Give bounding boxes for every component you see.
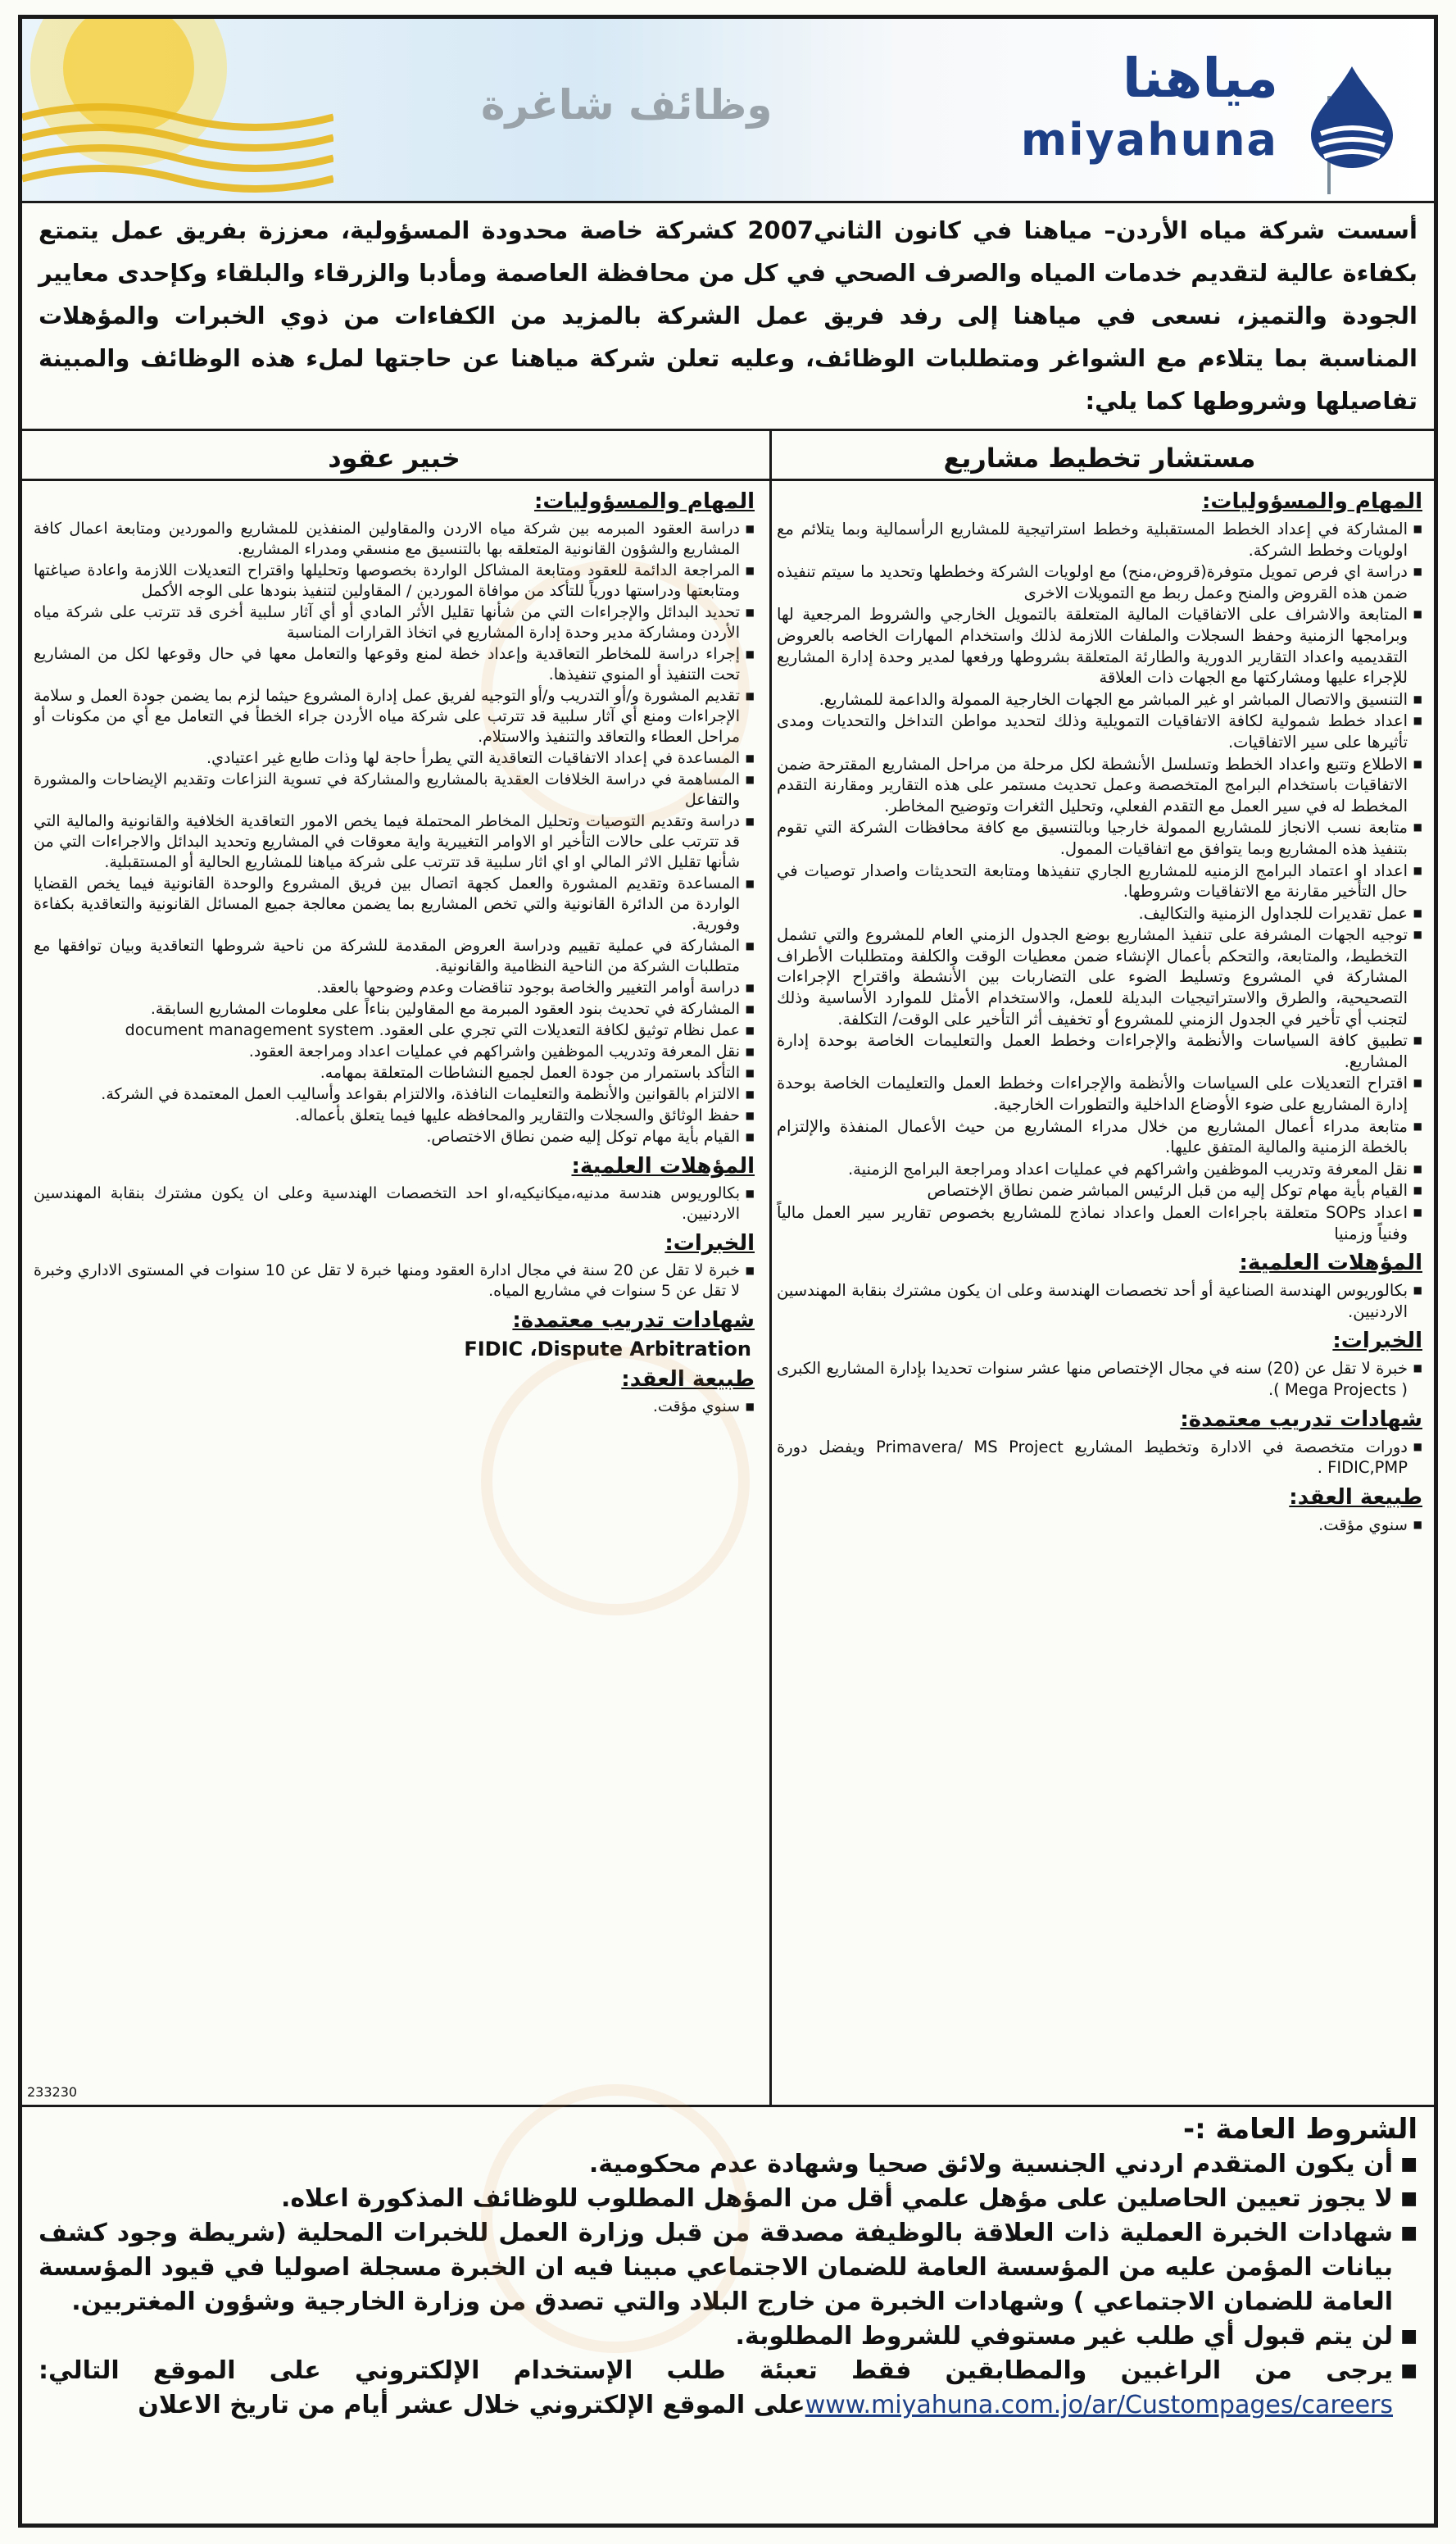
- list-item: ■ عمل نظام توثيق لكافة التعديلات التي تجري على العقود. document management system: [34, 1020, 755, 1041]
- list-item: ■ دراسة اي فرص تمويل متوفرة(قروض،منح) مع اولويات الشركة وخططها وتحديد ما سيتم تنفيذه ضمن هذه القروض والمنح وعمل ربط مع التمويلات الاخرى: [777, 561, 1422, 603]
- list-item: ■ المساعدة وتقديم المشورة والعمل كجهة اتصال بين فريق المشروع والوحدة القانونية فيما يخص القضايا الواردة من الدائرة القانونية والتي تخص المشاريع بما يضمن معالجة جميع المسائل القانونية والتعاقدية بكفاءة وفورية.: [34, 874, 755, 935]
- condition-item: ■ شهادات الخبرة العملية ذات العلاقة بالوظيفة مصدقة من قبل وزارة العمل للخبرات المحلية (شريطة وجود كشف بيانات المؤمن عليه من المؤسسة العامة للضمان الاجتماعي مبينا فيه ان الخبرة مسجلة اصوليا في قيود المؤسسة العامة للضمان الاجتماعي ) وشهادات الخبرة من خارج البلاد والتي تصدق من وزارة الخارجية وشؤون المغتربين.: [39, 2216, 1417, 2319]
- duties-list: [777, 519, 1422, 1244]
- list-item: ■ دورات متخصصة في الادارة وتخطيط المشاريع Primavera/ MS Project ويفضل دورة FIDIC,PMP .: [777, 1437, 1422, 1479]
- list-item: ■ المساهمة في دراسة الخلافات العقدية بالمشاريع والمشاركة في تسوية النزاعات وتقديم الإيضاحات والمشورة والتفاعل: [34, 770, 755, 811]
- list-item: ■ توجيه الجهات المشرفة على تنفيذ المشاريع بوضع الجدول الزمني العام للمشروع والتي تشمل التخطيط، والمتابعة، والتحكم بأعمال الإنشاء ضمن معطيات الوقت والكلفة ومتطلبات الأطراف المشاركة في المشروع وتسليط الضوء على التضاربات بين الأنشطة واقتراح الإجراءات التصحيحية، والطرق والاستراتيجيات البديلة للعمل، والاستخدام الأمثل للموارد الأساسية وذلك لتجنب أي تأخير في الجدول الزمني للمشروع أو تخفيف أثر التأخير على الوقت/ التكلفة.: [777, 924, 1422, 1029]
- contract-heading: طبيعة العقد:: [621, 1367, 755, 1392]
- condition-item: ■ أن يكون المتقدم اردني الجنسية ولائق صحيا وشهادة عدم محكومية.: [39, 2147, 1417, 2182]
- list-item: ■ سنوي مؤقت.: [34, 1397, 755, 1417]
- qualifications-list: [34, 1183, 755, 1224]
- job-project-planning: [765, 431, 1434, 2105]
- contract-heading: طبيعة العقد:: [1289, 1484, 1422, 1510]
- sun-waves-graphic: [22, 19, 333, 201]
- list-item: ■ نقل المعرفة وتدريب الموظفين واشراكهم في عمليات اعداد ومراجعة العقود.: [34, 1042, 755, 1062]
- training-heading: شهادات تدريب معتمدة:: [512, 1308, 755, 1333]
- list-item: ■ بكالوريوس الهندسة الصناعية أو أحد تخصصات الهندسة وعلى ان يكون مشترك بنقابة المهندسين الاردنيين.: [777, 1280, 1422, 1322]
- list-item: ■ اعداد SOPs متعلقة باجراءات العمل واعداد نماذج للمشاريع بخصوص تقارير سير العمل مالياً وفنياً وزمنيا: [777, 1202, 1422, 1244]
- list-item: ■ متابعة نسب الانجاز للمشاريع الممولة خارجيا وبالتنسيق مع كافة محافظات الشركة التي تقوم بتنفيذ هذه المشاريع وبما يتوافق مع اتفاقيات الممول.: [777, 817, 1422, 859]
- ad-frame: [18, 15, 1438, 2528]
- list-item: ■ المتابعة والاشراف على الاتفاقيات المالية المتعلقة بالتمويل الخارجي والشروط المرجعية لها وبرامجها الزمنية وحفظ السجلات والملفات اللازمة لذلك واستخدام المهارات الخاصه بالعروض التقديميه واعداد التقارير الدورية والطارئة المتعلقة بشروطها ورفعها لمدير وحدة إدارة المشاريع للإجراء عليها ومشاركتها مع الجهات ذات العلاقة: [777, 604, 1422, 688]
- list-item: ■ حفظ الوثائق والسجلات والتقارير والمحافظه عليها فيما يتعلق بأعماله.: [34, 1106, 755, 1126]
- list-item: ■ نقل المعرفة وتدريب الموظفين واشراكهم في عمليات اعداد ومراجعة البرامج الزمنية.: [777, 1159, 1422, 1180]
- duties-heading: المهام والمسؤوليات:: [1202, 489, 1422, 514]
- header-banner: [22, 19, 1434, 203]
- water-drop-icon: [1303, 63, 1401, 170]
- duties-heading: المهام والمسؤوليات:: [534, 489, 755, 514]
- job-title: مستشار تخطيط مشاريع: [765, 438, 1434, 481]
- list-item: ■ القيام بأية مهام توكل إليه ضمن نطاق الاختصاص.: [34, 1127, 755, 1147]
- qualifications-list: [777, 1280, 1422, 1322]
- duties-list: [34, 519, 755, 1147]
- careers-link[interactable]: www.miyahuna.com.jo/ar/Custompages/careers: [805, 2391, 1393, 2419]
- general-conditions-heading: الشروط العامة :-: [1182, 2113, 1417, 2146]
- ad-number: 233230: [27, 2084, 78, 2100]
- experience-heading: الخبرات:: [1332, 1329, 1422, 1354]
- experience-list: [34, 1261, 755, 1302]
- list-item: ■ خبرة لا تقل عن (20) سنه في مجال الإختصاص منها عشر سنوات تحديدا بإدارة المشاريع الكبرى ( Mega Projects ).: [777, 1358, 1422, 1400]
- banner-tagline: وظائف شاغرة: [481, 81, 773, 129]
- list-item: ■ تطبيق كافة السياسات والأنظمة والإجراءات وخطط العمل والتعليمات الخاصة بوحدة إدارة المشاريع.: [777, 1030, 1422, 1072]
- list-item: ■ اقتراح التعديلات على السياسات والأنظمة والإجراءات وخطط العمل والتعليمات الخاصة بوحدة إدارة المشاريع على ضوء الأوضاع الداخلية والتطورات الخارجية.: [777, 1073, 1422, 1115]
- apply-instructions: [39, 2354, 1417, 2423]
- list-item: ■ تحديد البدائل والإجراءات التي من شأنها تقليل الأثر المادي أو أي آثار سلبية أخرى قد تترتب على شركة مياه الأردن ومشاركة مدير وحدة إدارة المشاريع في اتخاذ القرارات المناسبة: [34, 602, 755, 643]
- training-list: [777, 1437, 1422, 1479]
- experience-list: [777, 1358, 1422, 1400]
- list-item: ■ بكالوريوس هندسة مدنيه،ميكانيكيه،او احد التخصصات الهندسية وعلى ان يكون مشترك بنقابة المهندسين الاردنيين.: [34, 1183, 755, 1224]
- list-item: ■ الاطلاع وتتبع واعداد الخطط وتسلسل الأنشطة لكل مرحلة من مراحل المشاريع المقترحة ضمن الاتفاقيات باستخدام البرامج المتخصصة وعمل تحديث مستمر على هذه التقارير ومقارنة التقدم المخطط له في سير العمل مع التقدم الفعلي، وتحليل الثغرات وتوضيح المخاطر.: [777, 754, 1422, 817]
- list-item: ■ المشاركة في إعداد الخطط المستقبلية وخطط استراتيجية للمشاريع الرأسمالية وبما يتلائم مع اولويات وخطط الشركة.: [777, 519, 1422, 561]
- list-item: ■ المشاركة في تحديث بنود العقود المبرمة مع المقاولين بناءاً على معلومات المشاريع السابقة.: [34, 999, 755, 1020]
- logo-english-text: miyahuna: [1020, 114, 1278, 166]
- list-item: ■ المشاركة في عملية تقييم ودراسة العروض المقدمة للشركة من ناحية شروطها التعاقدية وبيان توافقها مع متطلبات الشركة من الناحية النظامية والقانونية.: [34, 936, 755, 977]
- training-text: FIDIC ،Dispute Arbitration: [464, 1338, 751, 1361]
- qualifications-heading: المؤهلات العلمية:: [1239, 1251, 1422, 1276]
- apply-text-2: على الموقع الإلكتروني خلال عشر أيام من تاريخ الاعلان: [138, 2391, 805, 2419]
- list-item: ■ اعداد او اعتماد البرامج الزمنيه للمشاريع الجاري تنفيذها ومتابعة التحديثات واصدار توصيات في حال التأخير مقارنة مع الاتفاقيات وشروطها.: [777, 861, 1422, 902]
- job-columns: [22, 429, 1434, 2107]
- list-item: ■ سنوي مؤقت.: [777, 1515, 1422, 1536]
- list-item: ■ المراجعة الدائمة للعقود ومتابعة المشاكل الواردة بخصوصها وتحليلها واقتراح التعديلات اللازمة واعادة صياغتها ومتابعتها ودراستها دورياً للتأكد من موافاة الموردين / المقاولين لتنفيذ بنودها على الوجه الأكمل: [34, 561, 755, 602]
- condition-item: ■ لا يجوز تعيين الحاصلين على مؤهل علمي أقل من المؤهل المطلوب للوظائف المذكورة اعلاه.: [39, 2182, 1417, 2216]
- list-item: ■ اعداد خطط شمولية لكافة الاتفاقيات التمويلية وذلك لتحديد مواطن التداخل والتحديات ومدى تأثيرها على سير الاتفاقيات.: [777, 711, 1422, 752]
- list-item: ■ عمل تقديرات للجداول الزمنية والتكاليف.: [777, 903, 1422, 924]
- intro-paragraph: أسست شركة مياه الأردن– مياهنا في كانون الثاني2007 كشركة خاصة محدودة المسؤولية، معززة بفريق عمل يتمتع بكفاءة عالية لتقديم خدمات المياه والصرف الصحي في كل من محافظة العاصمة ومأدبا والزرقاء والبلقاء وكإحدى معايير الجودة والتميز، نسعى في مياهنا إلى رفد فريق عمل الشركة بالمزيد من الكفاءات من ذوي الخبرات والمؤهلات المناسبة بما يتلاءم مع الشواغر ومتطلبات الوظائف، وعليه تعلن شركة مياهنا عن حاجتها لملء هذه الوظائف والمبينة تفاصيلها وشروطها كما يلي:: [39, 216, 1417, 415]
- list-item: ■ دراسة أوامر التغيير والخاصة بوجود تناقضات وعدم وضوحها بالعقد.: [34, 978, 755, 998]
- miyahuna-logo: [942, 47, 1401, 170]
- list-item: ■ التنسيق والاتصال المباشر او غير المباشر مع الجهات الخارجية الممولة والداعمة للمشاريع.: [777, 689, 1422, 711]
- qualifications-heading: المؤهلات العلمية:: [571, 1154, 755, 1179]
- list-item: ■ التأكد باستمرار من جودة العمل لجميع النشاطات المتعلقة بمهامه.: [34, 1063, 755, 1083]
- training-heading: شهادات تدريب معتمدة:: [1180, 1406, 1422, 1432]
- job-contracts-expert: [22, 431, 766, 2105]
- list-item: ■ دراسة وتقديم التوصيات وتحليل المخاطر المحتملة فيما يخص الامور التعاقدية الخلافية والقانونية والمالية التي قد تترتب على حالات التأخير او الاوامر التغييرية واية معوقات في المشاريع وتحديد البدائل والاجراءات التي من شأنها تقليل الاثر المالي او اي اثار سلبية قد تترتب على شركة مياهنا للمشاريع الحالية أو المستقبلية.: [34, 811, 755, 873]
- list-item: ■ القيام بأية مهام توكل إليه من قبل الرئيس المباشر ضمن نطاق الإختصاص: [777, 1180, 1422, 1202]
- logo-arabic-text: مياهنا: [1122, 47, 1278, 110]
- apply-text-1: يرجى من الراغبين والمطابقين فقط تعبئة طلب الإستخدام الإلكتروني على الموقع التالي:: [39, 2356, 1393, 2385]
- contract-list: [777, 1515, 1422, 1536]
- list-item: ■ إجراء دراسة للمخاطر التعاقدية وإعداد خطة لمنع وقوعها والتعامل معها في حال وقوعها لكل من المشاريع تحت التنفيذ أو المنوي تنفيذها.: [34, 644, 755, 685]
- list-item: ■ المساعدة في إعداد الاتفاقيات التعاقدية التي يطرأ حاجة لها وذات طابع غير اعتيادي.: [34, 748, 755, 769]
- list-item: ■ متابعة مدراء أعمال المشاريع من خلال مدراء المشاريع من حيث الأعمال المنفذة والإلتزام بالخطة الزمنية والمالية المتفق عليها.: [777, 1116, 1422, 1158]
- general-conditions-list: [39, 2147, 1417, 2423]
- experience-heading: الخبرات:: [664, 1231, 755, 1256]
- contract-list: [34, 1397, 755, 1417]
- list-item: ■ دراسة العقود المبرمه بين شركة مياه الاردن والمقاولين المنفذين للمشاريع والموردين ومتابعة اعمال كافة المشاريع والشؤون القانونية المتعلقه بها بالتنسيق مع منسقي ومدراء المشاريع.: [34, 519, 755, 560]
- list-item: ■ خبرة لا تقل عن 20 سنة في مجال ادارة العقود ومنها خبرة لا تقل عن 10 سنوات في المستوى الاداري وخبرة لا تقل عن 5 سنوات في مشاريع المياه.: [34, 1261, 755, 1302]
- condition-item: ■ لن يتم قبول أي طلب غير مستوفي للشروط المطلوبة.: [39, 2319, 1417, 2354]
- job-title: خبير عقود: [22, 438, 766, 481]
- general-conditions: [22, 2105, 1434, 2524]
- list-item: ■ الالتزام بالقوانين والأنظمة والتعليمات النافذة، والالتزام بقواعد وأساليب العمل المعتمدة في الشركة.: [34, 1084, 755, 1105]
- list-item: ■ تقديم المشورة و/أو التدريب و/أو التوجيه لفريق عمل إدارة المشروع حيثما لزم بما يضمن جودة العمل و سلامة الإجراءات ومنع أي آثار سلبية قد تترتب على شركة مياه الأردن جراء الخطأ في التعامل مع أي من مكونات أو مراحل العطاء والتعاقد والتنفيذ والاستلام.: [34, 686, 755, 747]
